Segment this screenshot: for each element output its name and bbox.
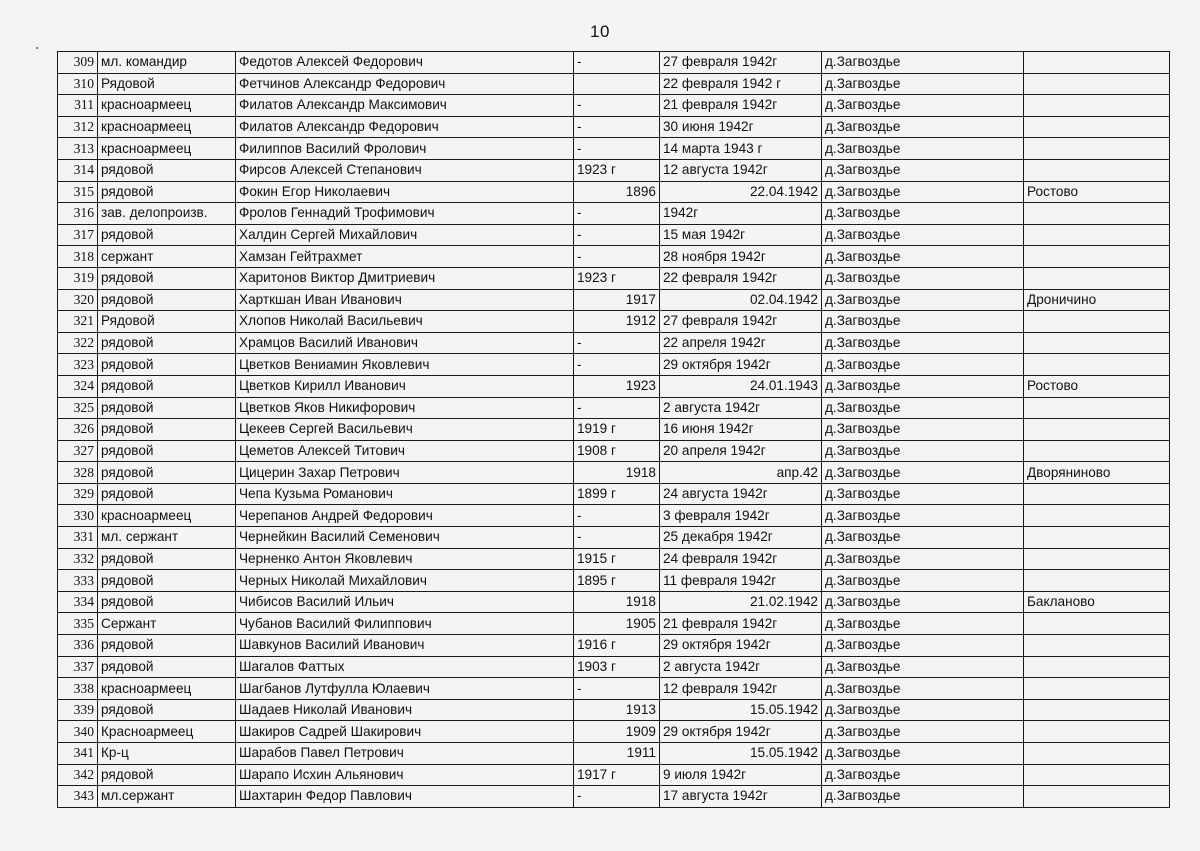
table-row — [58, 289, 1170, 311]
burial-place-cell: д.Загвоздье — [822, 527, 1024, 549]
death-date-cell: 29 октября 1942г — [660, 635, 822, 657]
birth-year-cell: - — [574, 354, 660, 376]
death-date-cell: апр.42 — [660, 462, 822, 484]
rank-cell: зав. делопроизв. — [98, 203, 236, 225]
row-number: 315 — [58, 181, 98, 203]
row-number: 326 — [58, 419, 98, 441]
rank-cell: рядовой — [98, 635, 236, 657]
rank-cell: рядовой — [98, 332, 236, 354]
rank-cell: рядовой — [98, 159, 236, 181]
burial-place-cell: д.Загвоздье — [822, 721, 1024, 743]
origin-note-cell — [1024, 527, 1170, 549]
table-row — [58, 332, 1170, 354]
table-row — [58, 116, 1170, 138]
death-date-cell: 3 февраля 1942г — [660, 505, 822, 527]
table-row — [58, 483, 1170, 505]
person-name-cell: Халдин Сергей Михайлович — [236, 224, 574, 246]
origin-note-cell: Дворяниново — [1024, 462, 1170, 484]
person-name-cell: Шахтарин Федор Павлович — [236, 786, 574, 808]
row-number: 314 — [58, 159, 98, 181]
row-number: 312 — [58, 116, 98, 138]
person-name-cell: Чепа Кузьма Романович — [236, 483, 574, 505]
person-name-cell: Филатов Александр Федорович — [236, 116, 574, 138]
birth-year-cell: - — [574, 246, 660, 268]
death-date-cell: 12 февраля 1942г — [660, 678, 822, 700]
rank-cell: рядовой — [98, 289, 236, 311]
table-row — [58, 354, 1170, 376]
death-date-cell: 21 февраля 1942г — [660, 95, 822, 117]
rank-cell: рядовой — [98, 397, 236, 419]
row-number: 337 — [58, 656, 98, 678]
birth-year-cell: - — [574, 678, 660, 700]
row-number: 313 — [58, 138, 98, 160]
table-row — [58, 52, 1170, 74]
burial-place-cell: д.Загвоздье — [822, 786, 1024, 808]
rank-cell: рядовой — [98, 548, 236, 570]
rank-cell: красноармеец — [98, 138, 236, 160]
table-row — [58, 138, 1170, 160]
origin-note-cell — [1024, 397, 1170, 419]
row-number: 316 — [58, 203, 98, 225]
birth-year-cell: 1895 г — [574, 570, 660, 592]
origin-note-cell: Дроничино — [1024, 289, 1170, 311]
rank-cell: рядовой — [98, 354, 236, 376]
row-number: 310 — [58, 73, 98, 95]
burial-place-cell: д.Загвоздье — [822, 743, 1024, 765]
table-row — [58, 419, 1170, 441]
table-row — [58, 246, 1170, 268]
origin-note-cell — [1024, 505, 1170, 527]
death-date-cell: 24 февраля 1942г — [660, 548, 822, 570]
origin-note-cell — [1024, 483, 1170, 505]
table-row — [58, 505, 1170, 527]
row-number: 318 — [58, 246, 98, 268]
row-number: 335 — [58, 613, 98, 635]
person-name-cell: Фролов Геннадий Трофимович — [236, 203, 574, 225]
rank-cell: Красноармеец — [98, 721, 236, 743]
person-name-cell: Фирсов Алексей Степанович — [236, 159, 574, 181]
person-name-cell: Черных Николай Михайлович — [236, 570, 574, 592]
row-number: 330 — [58, 505, 98, 527]
death-date-cell: 30 июня 1942г — [660, 116, 822, 138]
row-number: 320 — [58, 289, 98, 311]
origin-note-cell — [1024, 699, 1170, 721]
death-date-cell: 21.02.1942 — [660, 591, 822, 613]
death-date-cell: 1942г — [660, 203, 822, 225]
row-number: 323 — [58, 354, 98, 376]
rank-cell: рядовой — [98, 181, 236, 203]
rank-cell: мл. командир — [98, 52, 236, 74]
birth-year-cell: 1911 — [574, 743, 660, 765]
burial-place-cell: д.Загвоздье — [822, 332, 1024, 354]
birth-year-cell: 1918 — [574, 591, 660, 613]
row-number: 334 — [58, 591, 98, 613]
death-date-cell: 22 апреля 1942г — [660, 332, 822, 354]
birth-year-cell: 1915 г — [574, 548, 660, 570]
burial-place-cell: д.Загвоздье — [822, 462, 1024, 484]
rank-cell: рядовой — [98, 267, 236, 289]
person-name-cell: Фокин Егор Николаевич — [236, 181, 574, 203]
table-row — [58, 440, 1170, 462]
birth-year-cell: - — [574, 116, 660, 138]
table-row — [58, 73, 1170, 95]
origin-note-cell — [1024, 203, 1170, 225]
birth-year-cell: 1923 г — [574, 267, 660, 289]
burial-place-cell: д.Загвоздье — [822, 613, 1024, 635]
death-date-cell: 27 февраля 1942г — [660, 311, 822, 333]
origin-note-cell — [1024, 332, 1170, 354]
row-number: 311 — [58, 95, 98, 117]
burial-place-cell: д.Загвоздье — [822, 289, 1024, 311]
origin-note-cell — [1024, 570, 1170, 592]
death-date-cell: 2 августа 1942г — [660, 656, 822, 678]
death-date-cell: 25 декабря 1942г — [660, 527, 822, 549]
row-number: 339 — [58, 699, 98, 721]
row-number: 332 — [58, 548, 98, 570]
row-number: 328 — [58, 462, 98, 484]
death-date-cell: 24 августа 1942г — [660, 483, 822, 505]
burial-place-cell: д.Загвоздье — [822, 505, 1024, 527]
rank-cell: красноармеец — [98, 505, 236, 527]
rank-cell: красноармеец — [98, 678, 236, 700]
table-row — [58, 527, 1170, 549]
row-number: 343 — [58, 786, 98, 808]
burial-place-cell: д.Загвоздье — [822, 397, 1024, 419]
origin-note-cell — [1024, 311, 1170, 333]
rank-cell: рядовой — [98, 419, 236, 441]
table-row — [58, 699, 1170, 721]
person-name-cell: Федотов Алексей Федорович — [236, 52, 574, 74]
person-name-cell: Цветков Яков Никифорович — [236, 397, 574, 419]
origin-note-cell — [1024, 246, 1170, 268]
rank-cell: рядовой — [98, 224, 236, 246]
row-number: 321 — [58, 311, 98, 333]
birth-year-cell: - — [574, 397, 660, 419]
birth-year-cell: - — [574, 52, 660, 74]
table-row — [58, 548, 1170, 570]
death-date-cell: 29 октября 1942г — [660, 721, 822, 743]
table-row — [58, 613, 1170, 635]
rank-cell: рядовой — [98, 699, 236, 721]
death-date-cell: 28 ноября 1942г — [660, 246, 822, 268]
row-number: 309 — [58, 52, 98, 74]
person-name-cell: Шагалов Фаттых — [236, 656, 574, 678]
person-name-cell: Шарабов Павел Петрович — [236, 743, 574, 765]
rank-cell: красноармеец — [98, 116, 236, 138]
origin-note-cell — [1024, 440, 1170, 462]
death-date-cell: 02.04.1942 — [660, 289, 822, 311]
burial-place-cell: д.Загвоздье — [822, 440, 1024, 462]
burial-place-cell: д.Загвоздье — [822, 548, 1024, 570]
burial-place-cell: д.Загвоздье — [822, 116, 1024, 138]
burial-place-cell: д.Загвоздье — [822, 591, 1024, 613]
row-number: 333 — [58, 570, 98, 592]
row-number: 317 — [58, 224, 98, 246]
origin-note-cell — [1024, 548, 1170, 570]
death-date-cell: 22 февраля 1942 г — [660, 73, 822, 95]
burial-place-cell: д.Загвоздье — [822, 95, 1024, 117]
death-date-cell: 24.01.1943 — [660, 375, 822, 397]
rank-cell: рядовой — [98, 375, 236, 397]
person-name-cell: Цицерин Захар Петрович — [236, 462, 574, 484]
birth-year-cell: - — [574, 138, 660, 160]
rank-cell: рядовой — [98, 570, 236, 592]
origin-note-cell — [1024, 116, 1170, 138]
death-date-cell: 22.04.1942 — [660, 181, 822, 203]
burial-place-cell: д.Загвоздье — [822, 699, 1024, 721]
person-name-cell: Цекеев Сергей Васильевич — [236, 419, 574, 441]
birth-year-cell: 1917 г — [574, 764, 660, 786]
person-name-cell: Харткшан Иван Иванович — [236, 289, 574, 311]
table-row — [58, 181, 1170, 203]
birth-year-cell: - — [574, 224, 660, 246]
table-row — [58, 743, 1170, 765]
person-name-cell: Фетчинов Александр Федорович — [236, 73, 574, 95]
table-row — [58, 267, 1170, 289]
rank-cell: красноармеец — [98, 95, 236, 117]
birth-year-cell: - — [574, 332, 660, 354]
table-row — [58, 764, 1170, 786]
burial-place-cell: д.Загвоздье — [822, 203, 1024, 225]
origin-note-cell — [1024, 138, 1170, 160]
burial-place-cell: д.Загвоздье — [822, 73, 1024, 95]
origin-note-cell — [1024, 764, 1170, 786]
birth-year-cell: 1912 — [574, 311, 660, 333]
birth-year-cell: 1896 — [574, 181, 660, 203]
person-name-cell: Шакиров Садрей Шакирович — [236, 721, 574, 743]
burial-place-cell: д.Загвоздье — [822, 635, 1024, 657]
birth-year-cell: 1923 — [574, 375, 660, 397]
birth-year-cell: 1919 г — [574, 419, 660, 441]
table-row — [58, 224, 1170, 246]
row-number: 319 — [58, 267, 98, 289]
rank-cell: рядовой — [98, 591, 236, 613]
burial-place-cell: д.Загвоздье — [822, 224, 1024, 246]
death-date-cell: 15 мая 1942г — [660, 224, 822, 246]
origin-note-cell — [1024, 354, 1170, 376]
origin-note-cell — [1024, 419, 1170, 441]
burial-place-cell: д.Загвоздье — [822, 181, 1024, 203]
person-name-cell: Харитонов Виктор Дмитриевич — [236, 267, 574, 289]
death-date-cell: 22 февраля 1942г — [660, 267, 822, 289]
row-number: 342 — [58, 764, 98, 786]
person-name-cell: Филатов Александр Максимович — [236, 95, 574, 117]
origin-note-cell — [1024, 95, 1170, 117]
death-date-cell: 14 марта 1943 г — [660, 138, 822, 160]
origin-note-cell — [1024, 635, 1170, 657]
burial-place-cell: д.Загвоздье — [822, 354, 1024, 376]
death-date-cell: 15.05.1942 — [660, 699, 822, 721]
death-date-cell: 11 февраля 1942г — [660, 570, 822, 592]
row-number: 329 — [58, 483, 98, 505]
table-row — [58, 786, 1170, 808]
burial-place-cell: д.Загвоздье — [822, 311, 1024, 333]
burial-place-cell: д.Загвоздье — [822, 678, 1024, 700]
birth-year-cell: - — [574, 95, 660, 117]
death-date-cell: 9 июля 1942г — [660, 764, 822, 786]
birth-year-cell: 1908 г — [574, 440, 660, 462]
origin-note-cell — [1024, 73, 1170, 95]
burial-place-cell: д.Загвоздье — [822, 267, 1024, 289]
rank-cell: рядовой — [98, 440, 236, 462]
page-number: 10 — [590, 22, 610, 41]
table-row — [58, 203, 1170, 225]
origin-note-cell: Бакланово — [1024, 591, 1170, 613]
birth-year-cell: 1905 — [574, 613, 660, 635]
burial-place-cell: д.Загвоздье — [822, 159, 1024, 181]
rank-cell: мл. сержант — [98, 527, 236, 549]
table-row — [58, 591, 1170, 613]
birth-year-cell: - — [574, 203, 660, 225]
person-name-cell: Цветков Вениамин Яковлевич — [236, 354, 574, 376]
row-number: 324 — [58, 375, 98, 397]
table-row — [58, 95, 1170, 117]
death-date-cell: 2 августа 1942г — [660, 397, 822, 419]
row-number: 340 — [58, 721, 98, 743]
row-number: 338 — [58, 678, 98, 700]
birth-year-cell: 1913 — [574, 699, 660, 721]
origin-note-cell — [1024, 721, 1170, 743]
table-row — [58, 462, 1170, 484]
birth-year-cell: 1918 — [574, 462, 660, 484]
register-rows — [58, 52, 1170, 808]
birth-year-cell: 1916 г — [574, 635, 660, 657]
table-row — [58, 375, 1170, 397]
person-name-cell: Хлопов Николай Васильевич — [236, 311, 574, 333]
rank-cell: Кр-ц — [98, 743, 236, 765]
burial-place-cell: д.Загвоздье — [822, 764, 1024, 786]
person-name-cell: Цеметов Алексей Титович — [236, 440, 574, 462]
person-name-cell: Шарапо Исхин Альянович — [236, 764, 574, 786]
birth-year-cell: 1903 г — [574, 656, 660, 678]
rank-cell: Рядовой — [98, 73, 236, 95]
origin-note-cell — [1024, 52, 1170, 74]
origin-note-cell: Ростово — [1024, 375, 1170, 397]
row-number: 325 — [58, 397, 98, 419]
burial-place-cell: д.Загвоздье — [822, 483, 1024, 505]
person-name-cell: Филиппов Василий Фролович — [236, 138, 574, 160]
burial-place-cell: д.Загвоздье — [822, 52, 1024, 74]
burial-place-cell: д.Загвоздье — [822, 138, 1024, 160]
birth-year-cell: 1899 г — [574, 483, 660, 505]
death-date-cell: 27 февраля 1942г — [660, 52, 822, 74]
birth-year-cell — [574, 73, 660, 95]
table-row — [58, 159, 1170, 181]
death-date-cell: 15.05.1942 — [660, 743, 822, 765]
row-number: 327 — [58, 440, 98, 462]
burial-place-cell: д.Загвоздье — [822, 419, 1024, 441]
table-row — [58, 721, 1170, 743]
origin-note-cell — [1024, 656, 1170, 678]
origin-note-cell — [1024, 267, 1170, 289]
death-date-cell: 21 февраля 1942г — [660, 613, 822, 635]
death-date-cell: 17 августа 1942г — [660, 786, 822, 808]
person-name-cell: Цветков Кирилл Иванович — [236, 375, 574, 397]
person-name-cell: Чернейкин Василий Семенович — [236, 527, 574, 549]
birth-year-cell: 1909 — [574, 721, 660, 743]
birth-year-cell: - — [574, 527, 660, 549]
rank-cell: мл.сержант — [98, 786, 236, 808]
rank-cell: рядовой — [98, 764, 236, 786]
origin-note-cell — [1024, 743, 1170, 765]
rank-cell: рядовой — [98, 483, 236, 505]
scan-speck — [36, 47, 38, 49]
burial-place-cell: д.Загвоздье — [822, 375, 1024, 397]
row-number: 322 — [58, 332, 98, 354]
origin-note-cell — [1024, 786, 1170, 808]
origin-note-cell — [1024, 224, 1170, 246]
death-date-cell: 20 апреля 1942г — [660, 440, 822, 462]
burial-place-cell: д.Загвоздье — [822, 656, 1024, 678]
rank-cell: рядовой — [98, 462, 236, 484]
row-number: 336 — [58, 635, 98, 657]
table-row — [58, 678, 1170, 700]
rank-cell: Рядовой — [98, 311, 236, 333]
rank-cell: Сержант — [98, 613, 236, 635]
person-name-cell: Шагбанов Лутфулла Юлаевич — [236, 678, 574, 700]
burial-register-table — [57, 51, 1170, 808]
origin-note-cell: Ростово — [1024, 181, 1170, 203]
person-name-cell: Черненко Антон Яковлевич — [236, 548, 574, 570]
table-row — [58, 311, 1170, 333]
burial-place-cell: д.Загвоздье — [822, 570, 1024, 592]
person-name-cell: Хамзан Гейтрахмет — [236, 246, 574, 268]
row-number: 341 — [58, 743, 98, 765]
person-name-cell: Чибисов Василий Ильич — [236, 591, 574, 613]
rank-cell: рядовой — [98, 656, 236, 678]
person-name-cell: Чубанов Василий Филиппович — [236, 613, 574, 635]
birth-year-cell: - — [574, 786, 660, 808]
person-name-cell: Черепанов Андрей Федорович — [236, 505, 574, 527]
table-row — [58, 656, 1170, 678]
death-date-cell: 16 июня 1942г — [660, 419, 822, 441]
origin-note-cell — [1024, 159, 1170, 181]
rank-cell: сержант — [98, 246, 236, 268]
origin-note-cell — [1024, 613, 1170, 635]
birth-year-cell: 1923 г — [574, 159, 660, 181]
table-row — [58, 635, 1170, 657]
death-date-cell: 12 августа 1942г — [660, 159, 822, 181]
table-row — [58, 397, 1170, 419]
table-row — [58, 570, 1170, 592]
birth-year-cell: - — [574, 505, 660, 527]
person-name-cell: Храмцов Василий Иванович — [236, 332, 574, 354]
person-name-cell: Шадаев Николай Иванович — [236, 699, 574, 721]
birth-year-cell: 1917 — [574, 289, 660, 311]
death-date-cell: 29 октября 1942г — [660, 354, 822, 376]
row-number: 331 — [58, 527, 98, 549]
origin-note-cell — [1024, 678, 1170, 700]
burial-place-cell: д.Загвоздье — [822, 246, 1024, 268]
person-name-cell: Шавкунов Василий Иванович — [236, 635, 574, 657]
